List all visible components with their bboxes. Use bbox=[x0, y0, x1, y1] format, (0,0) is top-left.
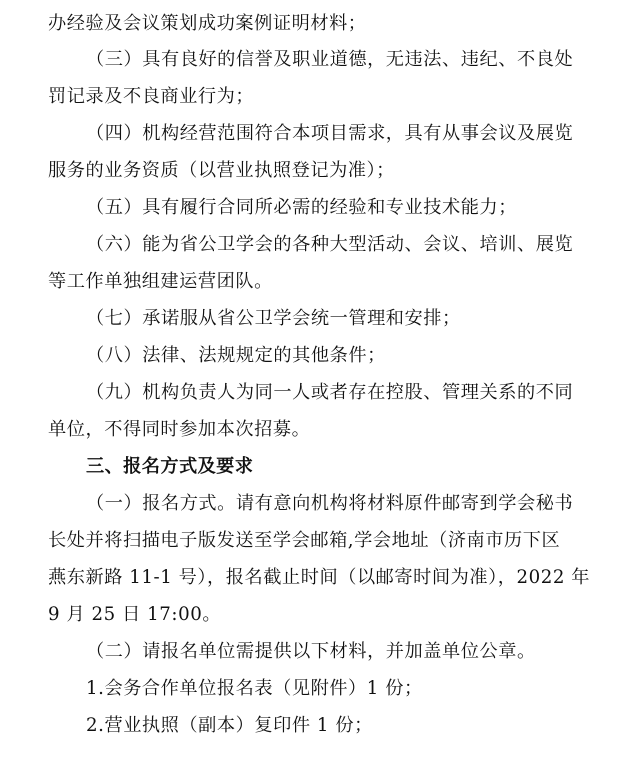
paragraph-line: （二）请报名单位需提供以下材料，并加盖单位公章。 bbox=[86, 641, 536, 662]
paragraph-line: （四）机构经营范围符合本项目需求，具有从事会议及展览 bbox=[86, 123, 574, 144]
list-item: 1.会务合作单位报名表（见附件）1 份； bbox=[86, 678, 423, 699]
paragraph-line: （七）承诺服从省公卫学会统一管理和安排； bbox=[86, 308, 461, 329]
list-item: 2.营业执照（副本）复印件 1 份； bbox=[86, 715, 373, 736]
paragraph-line: （一）报名方式。请有意向机构将材料原件邮寄到学会秘书 bbox=[86, 493, 574, 514]
paragraph-line: （三）具有良好的信誉及职业道德，无违法、违纪、不良处 bbox=[86, 49, 574, 70]
paragraph-line: （五）具有履行合同所必需的经验和专业技术能力； bbox=[86, 197, 517, 218]
paragraph-line: （八）法律、法规规定的其他条件； bbox=[86, 345, 386, 366]
paragraph-line: 服务的业务资质（以营业执照登记为准）； bbox=[48, 160, 395, 181]
paragraph-line: 9 月 25 日 17:00。 bbox=[48, 604, 222, 625]
paragraph-line: （六）能为省公卫学会的各种大型活动、会议、培训、展览 bbox=[86, 234, 574, 255]
paragraph-line: 燕东新路 11-1 号），报名截止时间（以邮寄时间为准），2022 年 bbox=[48, 567, 591, 588]
paragraph-line: 等工作单独组建运营团队。 bbox=[48, 271, 273, 292]
paragraph-line: 单位，不得同时参加本次招募。 bbox=[48, 419, 311, 440]
section-heading: 三、报名方式及要求 bbox=[86, 456, 254, 477]
paragraph-line: 罚记录及不良商业行为； bbox=[48, 86, 255, 107]
paragraph-line: （九）机构负责人为同一人或者存在控股、管理关系的不同 bbox=[86, 382, 574, 403]
paragraph-line: 长处并将扫描电子版发送至学会邮箱,学会地址（济南市历下区 bbox=[48, 530, 561, 551]
paragraph-line: 办经验及会议策划成功案例证明材料； bbox=[48, 13, 367, 34]
